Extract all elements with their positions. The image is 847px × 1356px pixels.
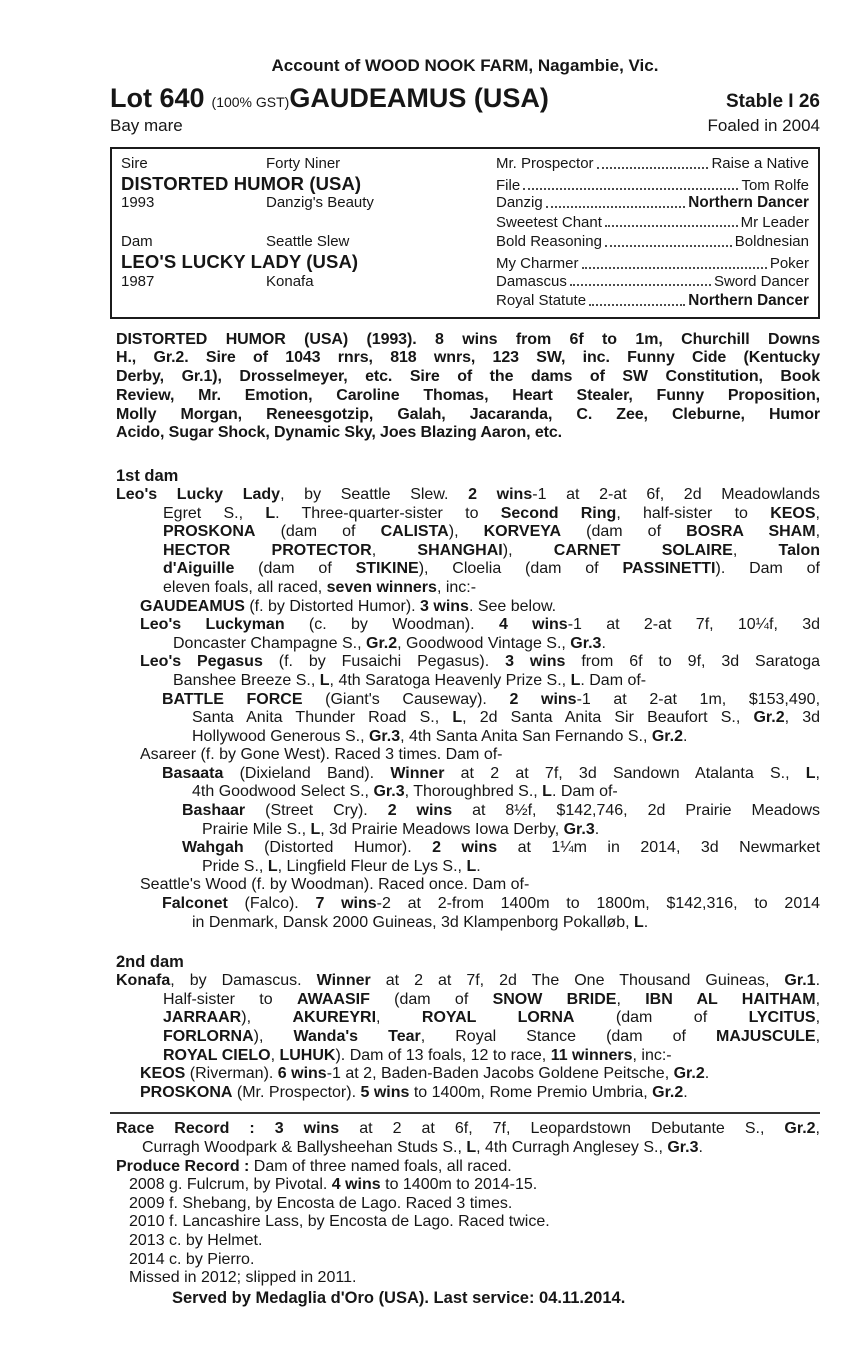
text-line: Banshee Breeze S., L, 4th Saratoga Heavenly Prize S., L. Dam of- (173, 671, 647, 689)
foaled-year: Foaled in 2004 (707, 116, 820, 135)
text-line: Half-sister to AWAASIF (dam of SNOW BRIDE, IBN AL HAITHAM, (163, 990, 821, 1008)
first-dam-section (110, 467, 820, 932)
pedigree-row (121, 291, 809, 311)
text-line: Produce Record : Dam of three named foals, all raced. (116, 1157, 512, 1175)
pedigree-row (121, 232, 809, 252)
ancestor-right: Raise a Native (711, 155, 809, 172)
catalog-paragraph (116, 1232, 820, 1251)
text-line: Wahgah (Distorted Humor). 2 wins at 1¼m in 2014, 3d Newmarket (182, 839, 821, 857)
catalog-paragraph (116, 1269, 820, 1288)
text-line: Acido, Sugar Shock, Dynamic Sky, Joes Blazing Aaron, etc. (116, 424, 562, 442)
text-line: 2013 c. by Helmet. (129, 1231, 263, 1249)
catalog-paragraph (116, 876, 820, 895)
catalog-paragraph (116, 331, 820, 443)
text-line: Basaata (Dixieland Band). Winner at 2 at 7f, 3d Sandown Atalanta S., L, (162, 764, 820, 782)
second-dam-heading: 2nd dam (116, 953, 184, 972)
text-line: Konafa, by Damascus. Winner at 2 at 7f, 2d The One Thousand Guineas, Gr.1. (116, 972, 821, 990)
text-line: Bashaar (Street Cry). 2 wins at 8½f, $142,746, 2d Prairie Meadows (182, 802, 820, 820)
account-line: Account of WOOD NOOK FARM, Nagambie, Vic. (271, 56, 659, 75)
ancestor-right: Poker (769, 254, 809, 272)
pedigree-name-cell: LEO'S LUCKY LADY (USA) (121, 250, 359, 272)
pedigree-ancestor-cell (496, 232, 809, 252)
ancestor-right: Tom Rolfe (741, 176, 809, 194)
section-divider (110, 1112, 820, 1114)
dotted-leader (605, 245, 732, 247)
pedigree-ancestor-cell (496, 193, 809, 213)
ancestor-left: Mr. Prospector (496, 155, 594, 172)
text-line: Curragh Woodpark & Ballysheehan Studs S., L, 4th Curragh Anglesey S., Gr.3. (142, 1138, 703, 1156)
ancestor-left: File (496, 176, 521, 194)
catalog-paragraph (116, 616, 820, 653)
stable-number: Stable I 26 (726, 91, 820, 112)
text-line: BATTLE FORCE (Giant's Causeway). 2 wins-1 at 2-at 1m, $153,490, (162, 690, 821, 708)
text-line: ROYAL CIELO, LUHUK). Dam of 13 foals, 12 to race, 11 winners, inc:- (163, 1046, 672, 1064)
gst-note: (100% GST) (211, 94, 290, 110)
text-line: Egret S., L. Three-quarter-sister to Second Ring, half-sister to KEOS, (163, 504, 820, 522)
pedigree-label-cell: Sire (121, 155, 148, 172)
text-line: Derby, Gr.1), Drosselmeyer, etc. Sire of the dams of SW Constitution, Book (116, 368, 820, 386)
catalog-paragraph (116, 1120, 820, 1157)
horse-description: Bay mare (110, 116, 183, 135)
pedigree-ancestor-cell (496, 154, 809, 174)
catalog-content (110, 56, 820, 1308)
text-line: 2014 c. by Pierro. (129, 1250, 255, 1268)
ancestor-right: Sword Dancer (713, 272, 809, 290)
first-dam-heading: 1st dam (116, 466, 179, 485)
pedigree-row (121, 174, 809, 194)
horse-subline (110, 116, 820, 136)
text-line: JARRAAR), AKUREYRI, ROYAL LORNA (dam of LYCITUS, (163, 1009, 821, 1027)
text-line: Review, Mr. Emotion, Caroline Thomas, Heart Stealer, Funny Proposition, (116, 386, 820, 404)
text-line: KEOS (Riverman). 6 wins-1 at 2, Baden-Baden Jacobs Goldene Peitsche, Gr.2. (140, 1065, 710, 1083)
text-line: Asareer (f. by Gone West). Raced 3 times. Dam of- (140, 746, 503, 764)
text-line: eleven foals, all raced, seven winners, inc:- (163, 578, 477, 596)
pedigree-label-cell: 1993 (121, 194, 155, 212)
text-line: Pride S., L, Lingfield Fleur de Lys S., L. (202, 857, 481, 875)
pedigree-ancestor-cell (496, 213, 809, 233)
lot-line (110, 83, 820, 114)
text-line: 2009 f. Shebang, by Encosta de Lago. Raced 3 times. (129, 1194, 513, 1212)
pedigree-label-cell: Dam (121, 233, 153, 251)
dotted-leader (523, 188, 738, 190)
pedigree-row (121, 272, 809, 292)
ancestor-left: Sweetest Chant (496, 213, 602, 231)
ancestor-right: Mr Leader (740, 213, 809, 231)
records-section (110, 1120, 820, 1307)
text-line: Missed in 2012; slipped in 2011. (129, 1269, 357, 1287)
ancestor-left: My Charmer (496, 254, 579, 272)
text-line: Molly Morgan, Reneesgotzip, Galah, Jacaranda, C. Zee, Cleburne, Humor (116, 405, 820, 423)
text-line: Doncaster Champagne S., Gr.2, Goodwood Vintage S., Gr.3. (173, 634, 606, 652)
pedigree-name-cell: DISTORTED HUMOR (USA) (121, 172, 362, 194)
text-line: Prairie Mile S., L, 3d Prairie Meadows Iowa Derby, Gr.3. (202, 820, 600, 838)
catalog-paragraph (116, 1084, 820, 1103)
served-line: Served by Medaglia d'Oro (USA). Last service: 04.11.2014. (172, 1288, 626, 1307)
ancestor-left: Danzig (496, 194, 543, 212)
dotted-leader (589, 304, 685, 306)
pedigree-label-cell: 1987 (121, 272, 155, 290)
text-line: 2008 g. Fulcrum, by Pivotal. 4 wins to 1400m to 2014-15. (129, 1176, 538, 1194)
pedigree-row (121, 193, 809, 213)
pedigree-row (121, 252, 809, 272)
pedigree-parent-cell: Forty Niner (266, 155, 341, 172)
catalog-paragraph (116, 895, 820, 932)
ancestor-right: Boldnesian (734, 233, 809, 251)
catalog-paragraph (116, 486, 820, 598)
catalog-paragraph (116, 1251, 820, 1270)
pedigree-parent-cell: Konafa (266, 272, 314, 290)
catalog-paragraph (116, 765, 820, 802)
catalog-paragraph (116, 1176, 820, 1195)
dotted-leader (546, 206, 686, 208)
text-line: Leo's Luckyman (c. by Woodman). 4 wins-1 at 2-at 7f, 10¼f, 3d (140, 616, 821, 634)
text-line: Falconet (Falco). 7 wins-2 at 2-from 1400m to 1800m, $142,316, to 2014 (162, 895, 821, 913)
text-line: d'Aiguille (dam of STIKINE), Cloelia (dam of PASSINETTI). Dam of (163, 560, 820, 578)
ancestor-right: Northern Dancer (688, 194, 809, 212)
text-line: 2010 f. Lancashire Lass, by Encosta de Lago. Raced twice. (129, 1213, 550, 1231)
text-line: in Denmark, Dansk 2000 Guineas, 3d Klampenborg Pokalløb, L. (192, 913, 649, 931)
dotted-leader (605, 225, 738, 227)
text-line: GAUDEAMUS (f. by Distorted Humor). 3 wins. See below. (140, 597, 557, 615)
second-dam-section (110, 953, 820, 1102)
pedigree-parent-cell: Seattle Slew (266, 233, 350, 251)
catalog-paragraph (116, 839, 820, 876)
pedigree-table (110, 147, 820, 319)
text-line: 4th Goodwood Select S., Gr.3, Thoroughbred S., L. Dam of- (192, 783, 618, 801)
text-line: DISTORTED HUMOR (USA) (1993). 8 wins from 6f to 1m, Churchill Downs (116, 330, 820, 348)
catalog-paragraph (116, 972, 820, 1065)
catalog-paragraph (116, 691, 820, 747)
records-paragraphs (116, 1120, 820, 1287)
first-dam-paragraphs (116, 486, 820, 932)
pedigree-ancestor-cell (496, 291, 809, 311)
text-line: Leo's Pegasus (f. by Fusaichi Pegasus). 3 wins from 6f to 9f, 3d Saratoga (140, 653, 820, 671)
catalog-paragraph (116, 802, 820, 839)
sire-summary (110, 331, 820, 443)
catalog-paragraph (116, 1195, 820, 1214)
ancestor-left: Damascus (496, 272, 567, 290)
catalog-paragraph (116, 1213, 820, 1232)
text-line: HECTOR PROTECTOR, SHANGHAI), CARNET SOLAIRE, Talon (163, 541, 820, 559)
text-line: FORLORNA), Wanda's Tear, Royal Stance (dam of MAJUSCULE, (163, 1028, 821, 1045)
text-line: PROSKONA (dam of CALISTA), KORVEYA (dam of BOSRA SHAM, (163, 523, 821, 541)
catalog-paragraph (116, 1065, 820, 1084)
text-line: PROSKONA (Mr. Prospector). 5 wins to 1400m, Rome Premio Umbria, Gr.2. (140, 1083, 688, 1101)
ancestor-left: Royal Statute (496, 292, 587, 310)
horse-name: GAUDEAMUS (USA) (289, 83, 549, 113)
text-line: Leo's Lucky Lady, by Seattle Slew. 2 wins-1 at 2-at 6f, 2d Meadowlands (116, 485, 820, 503)
text-line: H., Gr.2. Sire of 1043 rnrs, 818 wnrs, 123 SW, inc. Funny Cide (Kentucky (116, 349, 820, 367)
ancestor-left: Bold Reasoning (496, 233, 602, 251)
dotted-leader (582, 267, 767, 269)
pedigree-row (121, 154, 809, 174)
second-dam-paragraphs (116, 972, 820, 1102)
text-line: Race Record : 3 wins at 2 at 6f, 7f, Leopardstown Debutante S., Gr.2, (116, 1120, 820, 1138)
catalog-paragraph (116, 653, 820, 690)
catalog-paragraph (116, 1158, 820, 1177)
pedigree-parent-cell: Danzig's Beauty (266, 194, 374, 212)
ancestor-right: Northern Dancer (688, 292, 809, 310)
pedigree-row (121, 213, 809, 233)
catalog-paragraph (116, 598, 820, 617)
lot-number: Lot 640 (110, 83, 205, 113)
catalog-paragraph (116, 746, 820, 765)
text-line: Santa Anita Thunder Road S., L, 2d Santa Anita Sir Beaufort S., Gr.2, 3d (192, 709, 820, 727)
dotted-leader (570, 284, 711, 286)
pedigree-ancestor-cell (496, 272, 809, 292)
text-line: Hollywood Generous S., Gr.3, 4th Santa Anita San Fernando S., Gr.2. (192, 727, 688, 745)
text-line: Seattle's Wood (f. by Woodman). Raced once. Dam of- (140, 876, 530, 894)
dotted-leader (597, 167, 709, 169)
